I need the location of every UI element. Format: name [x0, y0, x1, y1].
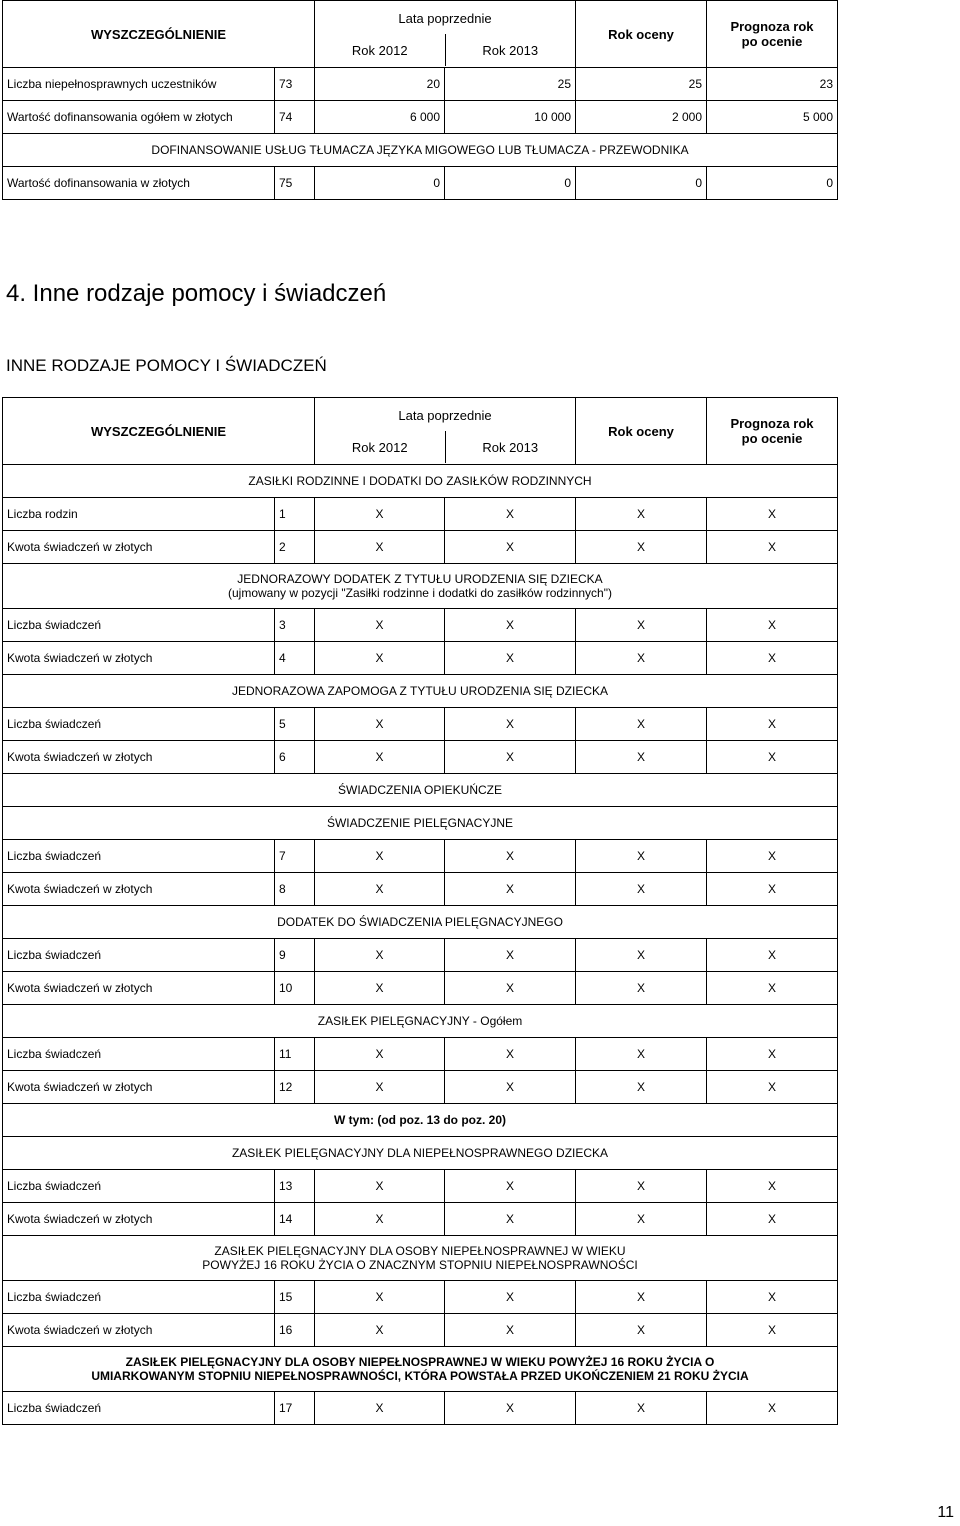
- value-2012: 0: [315, 167, 445, 200]
- row-label: Kwota świadczeń w złotych: [3, 642, 275, 675]
- table-row: [3, 840, 838, 873]
- value-2012: X: [315, 741, 445, 774]
- header-wyszczegolnienie: WYSZCZEGÓLNIENIE: [3, 1, 315, 68]
- section-header: ZASIŁKI RODZINNE I DODATKI DO ZASIŁKÓW RODZINNYCH: [3, 465, 838, 498]
- value-forecast: X: [707, 1071, 838, 1104]
- section-header: JEDNORAZOWY DODATEK Z TYTUŁU URODZENIA SIĘ DZIECKA (ujmowany w pozycji "Zasiłki rodzinne i dodatki do zasiłków rodzinnych"): [3, 564, 838, 609]
- value-2012: X: [315, 531, 445, 564]
- value-forecast: 0: [707, 167, 838, 200]
- value-2013: X: [445, 1170, 576, 1203]
- row-label: Wartość dofinansowania ogółem w złotych: [3, 101, 275, 134]
- value-2013: X: [445, 873, 576, 906]
- row-number: 5: [275, 708, 315, 741]
- header-prev-years: [315, 398, 576, 465]
- table-row: [3, 741, 838, 774]
- value-forecast: 5 000: [707, 101, 838, 134]
- header-forecast: Prognoza rok po ocenie: [707, 1, 838, 68]
- row-number: 8: [275, 873, 315, 906]
- header-eval-year: Rok oceny: [576, 1, 707, 68]
- row-label: Kwota świadczeń w złotych: [3, 741, 275, 774]
- table-row: [3, 1170, 838, 1203]
- section-header: W tym: (od poz. 13 do poz. 20): [3, 1104, 838, 1137]
- header-year-2013: Rok 2013: [445, 431, 576, 463]
- row-label: Kwota świadczeń w złotych: [3, 1203, 275, 1236]
- row-number: 9: [275, 939, 315, 972]
- section-header: ZASIŁEK PIELĘGNACYJNY DLA OSOBY NIEPEŁNOSPRAWNEJ W WIEKU POWYŻEJ 16 ROKU ŻYCIA O UMIARKOWANYM STOPNIU NIEPEŁNOSPRAWNOŚCI, KTÓRA POWSTAŁA PRZED UKOŃCZENIEM 21 ROKU ŻYCIA: [3, 1347, 838, 1392]
- table-row: [3, 1281, 838, 1314]
- row-label: Kwota świadczeń w złotych: [3, 972, 275, 1005]
- value-2012: X: [315, 1203, 445, 1236]
- row-number: 1: [275, 498, 315, 531]
- page-number: 11: [937, 1504, 954, 1521]
- row-number: 73: [275, 68, 315, 101]
- table-disability-services: [2, 0, 838, 200]
- row-label: Kwota świadczeń w złotych: [3, 873, 275, 906]
- value-eval: X: [576, 1071, 707, 1104]
- value-forecast: X: [707, 939, 838, 972]
- value-eval: 25: [576, 68, 707, 101]
- table-other-benefits: [2, 397, 838, 1425]
- table-row: [3, 1203, 838, 1236]
- row-label: Liczba świadczeń: [3, 1038, 275, 1071]
- value-2012: X: [315, 873, 445, 906]
- value-eval: 2 000: [576, 101, 707, 134]
- row-number: 13: [275, 1170, 315, 1203]
- value-eval: X: [576, 1281, 707, 1314]
- value-2012: 20: [315, 68, 445, 101]
- value-forecast: X: [707, 873, 838, 906]
- section-header: JEDNORAZOWA ZAPOMOGA Z TYTUŁU URODZENIA SIĘ DZIECKA: [3, 675, 838, 708]
- row-number: 10: [275, 972, 315, 1005]
- table-row: [3, 531, 838, 564]
- section-header: ZASIŁEK PIELĘGNACYJNY DLA OSOBY NIEPEŁNOSPRAWNEJ W WIEKU POWYŻEJ 16 ROKU ŻYCIA O ZNACZNYM STOPNIU NIEPEŁNOSPRAWNOŚCI: [3, 1236, 838, 1281]
- header-eval-year: Rok oceny: [576, 398, 707, 465]
- value-2012: X: [315, 972, 445, 1005]
- row-label: Liczba świadczeń: [3, 708, 275, 741]
- table-row: [3, 167, 838, 200]
- value-eval: X: [576, 498, 707, 531]
- row-number: 74: [275, 101, 315, 134]
- row-label: Kwota świadczeń w złotych: [3, 1314, 275, 1347]
- row-number: 16: [275, 1314, 315, 1347]
- value-forecast: X: [707, 741, 838, 774]
- row-number: 14: [275, 1203, 315, 1236]
- row-label: Liczba świadczeń: [3, 1392, 275, 1425]
- row-label: Liczba rodzin: [3, 498, 275, 531]
- row-number: 3: [275, 609, 315, 642]
- row-label: Liczba świadczeń: [3, 609, 275, 642]
- value-forecast: X: [707, 1392, 838, 1425]
- row-number: 4: [275, 642, 315, 675]
- row-label: Liczba świadczeń: [3, 1170, 275, 1203]
- value-forecast: X: [707, 840, 838, 873]
- value-forecast: X: [707, 1314, 838, 1347]
- table-row: [3, 1314, 838, 1347]
- value-2012: X: [315, 642, 445, 675]
- value-2012: X: [315, 1392, 445, 1425]
- row-label: Kwota świadczeń w złotych: [3, 1071, 275, 1104]
- value-2013: X: [445, 1203, 576, 1236]
- value-eval: X: [576, 642, 707, 675]
- value-2013: X: [445, 1392, 576, 1425]
- table-row: [3, 972, 838, 1005]
- header-prev-years: [315, 1, 576, 68]
- table-row: [3, 101, 838, 134]
- value-2013: X: [445, 642, 576, 675]
- table-row: [3, 1392, 838, 1425]
- value-eval: X: [576, 1392, 707, 1425]
- value-forecast: X: [707, 1038, 838, 1071]
- value-2013: X: [445, 1071, 576, 1104]
- value-forecast: X: [707, 1203, 838, 1236]
- header-year-2013: Rok 2013: [445, 34, 576, 66]
- value-2013: X: [445, 939, 576, 972]
- section-header: DOFINANSOWANIE USŁUG TŁUMACZA JĘZYKA MIGOWEGO LUB TŁUMACZA - PRZEWODNIKA: [3, 134, 838, 167]
- value-eval: X: [576, 531, 707, 564]
- value-eval: X: [576, 1314, 707, 1347]
- row-number: 15: [275, 1281, 315, 1314]
- value-2012: X: [315, 939, 445, 972]
- value-2013: X: [445, 1281, 576, 1314]
- row-label: Kwota świadczeń w złotych: [3, 531, 275, 564]
- section-header: ZASIŁEK PIELĘGNACYJNY - Ogółem: [3, 1005, 838, 1038]
- value-2012: X: [315, 1038, 445, 1071]
- table-row: [3, 939, 838, 972]
- table-row: [3, 68, 838, 101]
- value-eval: X: [576, 873, 707, 906]
- row-number: 75: [275, 167, 315, 200]
- table-row: [3, 498, 838, 531]
- value-2013: 10 000: [445, 101, 576, 134]
- row-label: Liczba świadczeń: [3, 1281, 275, 1314]
- value-2013: X: [445, 498, 576, 531]
- section-header: ZASIŁEK PIELĘGNACYJNY DLA NIEPEŁNOSPRAWNEGO DZIECKA: [3, 1137, 838, 1170]
- value-eval: 0: [576, 167, 707, 200]
- value-forecast: X: [707, 498, 838, 531]
- row-number: 12: [275, 1071, 315, 1104]
- value-2012: X: [315, 840, 445, 873]
- value-2013: X: [445, 741, 576, 774]
- row-label: Liczba świadczeń: [3, 840, 275, 873]
- value-eval: X: [576, 840, 707, 873]
- table-row: [3, 1071, 838, 1104]
- row-number: 7: [275, 840, 315, 873]
- value-2013: X: [445, 708, 576, 741]
- value-2012: X: [315, 1281, 445, 1314]
- value-2012: 6 000: [315, 101, 445, 134]
- value-eval: X: [576, 972, 707, 1005]
- table-row: [3, 609, 838, 642]
- value-2012: X: [315, 1314, 445, 1347]
- section-header: DODATEK DO ŚWIADCZENIA PIELĘGNACYJNEGO: [3, 906, 838, 939]
- value-forecast: X: [707, 972, 838, 1005]
- table-row: [3, 873, 838, 906]
- value-forecast: X: [707, 531, 838, 564]
- value-2013: X: [445, 1038, 576, 1071]
- value-eval: X: [576, 1203, 707, 1236]
- value-2013: 0: [445, 167, 576, 200]
- value-eval: X: [576, 1038, 707, 1071]
- value-2013: X: [445, 609, 576, 642]
- value-eval: X: [576, 939, 707, 972]
- header-year-2012: Rok 2012: [351, 439, 408, 455]
- row-number: 6: [275, 741, 315, 774]
- value-eval: X: [576, 609, 707, 642]
- value-2013: X: [445, 840, 576, 873]
- value-2013: X: [445, 531, 576, 564]
- value-2013: 25: [445, 68, 576, 101]
- value-eval: X: [576, 1170, 707, 1203]
- value-eval: X: [576, 708, 707, 741]
- row-label: Wartość dofinansowania w złotych: [3, 167, 275, 200]
- value-forecast: X: [707, 1281, 838, 1314]
- value-forecast: X: [707, 642, 838, 675]
- value-forecast: 23: [707, 68, 838, 101]
- header-prev-years-label: Lata poprzednie: [398, 10, 492, 26]
- table-row: [3, 642, 838, 675]
- table-row: [3, 708, 838, 741]
- header-prev-years-label: Lata poprzednie: [398, 407, 492, 423]
- row-number: 11: [275, 1038, 315, 1071]
- value-2013: X: [445, 1314, 576, 1347]
- value-forecast: X: [707, 609, 838, 642]
- value-eval: X: [576, 741, 707, 774]
- section-header: ŚWIADCZENIE PIELĘGNACYJNE: [3, 807, 838, 840]
- header-year-2012: Rok 2012: [351, 42, 408, 58]
- value-2012: X: [315, 1170, 445, 1203]
- value-2013: X: [445, 972, 576, 1005]
- section-subtitle: INNE RODZAJE POMOCY I ŚWIADCZEŃ: [6, 356, 327, 375]
- section-title: 4. Inne rodzaje pomocy i świadczeń: [6, 280, 387, 307]
- section-header: ŚWIADCZENIA OPIEKUŃCZE: [3, 774, 838, 807]
- table-row: [3, 1038, 838, 1071]
- row-number: 2: [275, 531, 315, 564]
- value-forecast: X: [707, 708, 838, 741]
- row-label: Liczba niepełnosprawnych uczestników: [3, 68, 275, 101]
- row-label: Liczba świadczeń: [3, 939, 275, 972]
- row-number: 17: [275, 1392, 315, 1425]
- header-forecast: Prognoza rok po ocenie: [707, 398, 838, 465]
- value-2012: X: [315, 708, 445, 741]
- value-2012: X: [315, 609, 445, 642]
- header-wyszczegolnienie: WYSZCZEGÓLNIENIE: [3, 398, 315, 465]
- value-forecast: X: [707, 1170, 838, 1203]
- value-2012: X: [315, 1071, 445, 1104]
- value-2012: X: [315, 498, 445, 531]
